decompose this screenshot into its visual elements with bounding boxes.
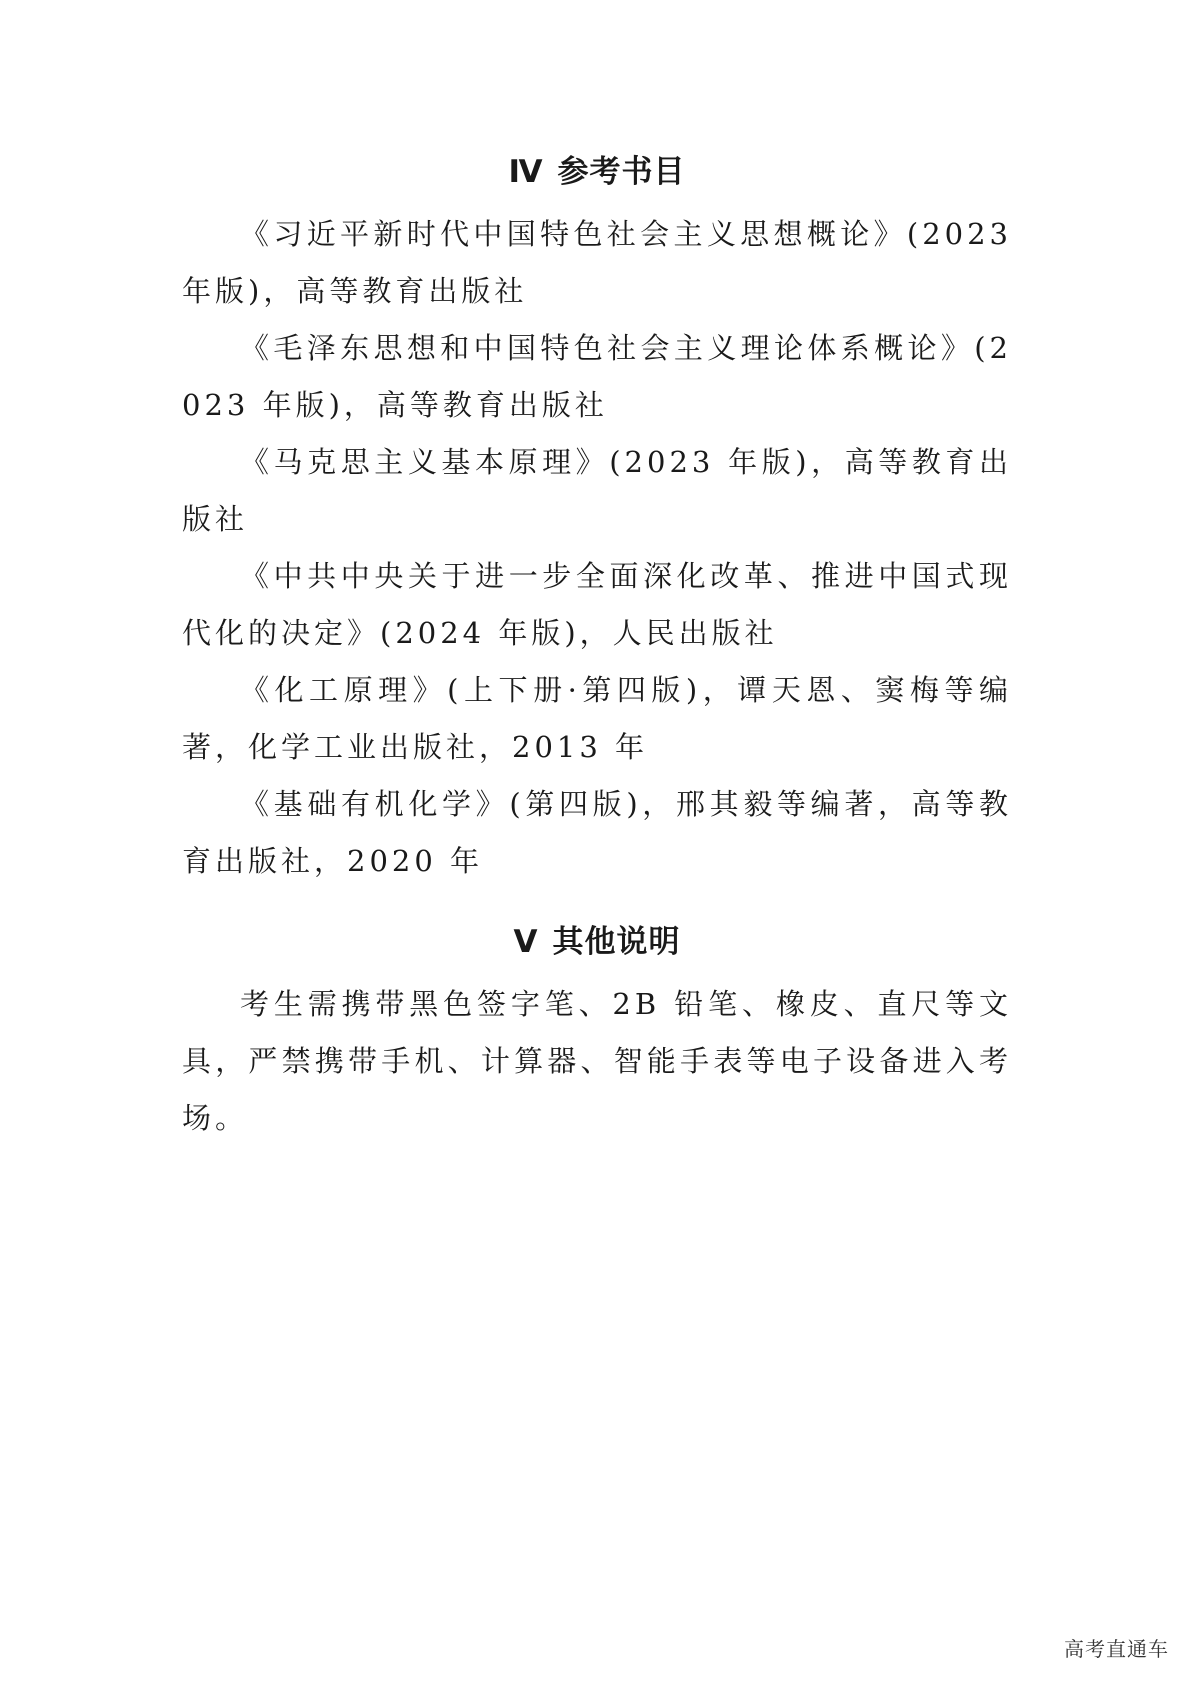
section-title-text: 其他说明: [552, 924, 681, 960]
watermark-text: 高考直通车: [1064, 1637, 1169, 1661]
reference-item: 《基础有机化学》(第四版)，邢其毅等编著，高等教育出版社，2020 年: [182, 787, 1012, 878]
section-title-other: [182, 920, 1012, 964]
reference-item: 《中共中央关于进一步全面深化改革、推进中国式现代化的决定》(2024 年版)，人民出版社: [182, 559, 1012, 650]
reference-item: 《习近平新时代中国特色社会主义思想概论》(2023 年版)，高等教育出版社: [182, 217, 1012, 308]
reference-item: 《马克思主义基本原理》(2023 年版)，高等教育出版社: [182, 445, 1012, 536]
section-number: Ⅳ: [508, 154, 544, 190]
other-notes-paragraph: 考生需携带黑色签字笔、2B 铅笔、橡皮、直尺等文具，严禁携带手机、计算器、智能手表等电子设备进入考场。: [182, 987, 1012, 1135]
reference-item: 《毛泽东思想和中国特色社会主义理论体系概论》(2023 年版)，高等教育出版社: [182, 331, 1012, 422]
section-number: Ⅴ: [513, 924, 539, 960]
reference-item: 《化工原理》(上下册·第四版)，谭天恩、窦梅等编著，化学工业出版社，2013 年: [182, 673, 1012, 764]
document-page: [182, 150, 1012, 1147]
section-title-text: 参考书目: [557, 154, 686, 190]
section-title-references: [182, 150, 1012, 194]
